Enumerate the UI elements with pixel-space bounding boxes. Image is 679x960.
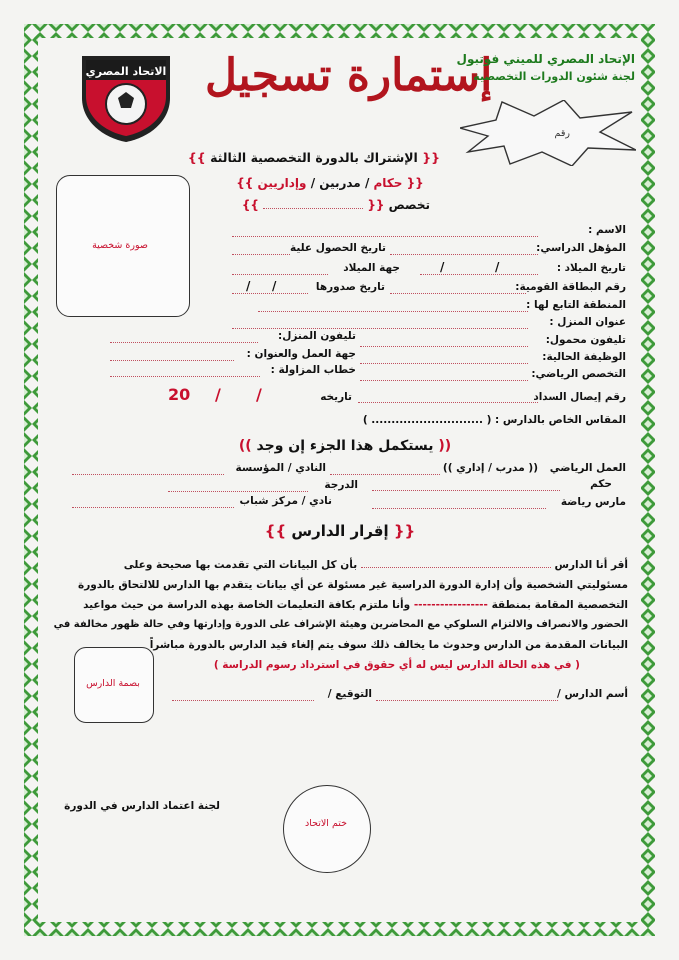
qualification-label: المؤهل الدراسي:: [536, 242, 626, 254]
referee-label: حكم: [590, 478, 612, 490]
declaration-title: {{ إقرار الدارس }}: [264, 522, 416, 540]
national-id-field[interactable]: [390, 293, 526, 294]
number-label: رقم: [554, 128, 570, 139]
current-job-label: الوظيفة الحالية:: [542, 351, 626, 363]
issue-date-label: تاريخ صدورها: [315, 281, 385, 293]
federation-seal-circle[interactable]: [283, 785, 371, 873]
mobile-field[interactable]: [360, 346, 528, 347]
grade-label: الدرجة: [324, 479, 358, 491]
declaration-note: ( في هذه الحالة الدارس ليس له أي حقوق في استرداد رسوم الدراسة ): [213, 659, 580, 671]
coach-admin-label: (( مدرب / إداري )): [442, 462, 538, 474]
student-name-field[interactable]: [376, 700, 558, 701]
sport-work-label: العمل الرياضي: [549, 462, 626, 474]
declaration-line-3: التخصصية المقامة بمنطقة ----------------- وأنا ملتزم بكافة التعليمات الخاصة بهذه الدراسة من حيث مواعيد: [83, 599, 628, 611]
grade-field[interactable]: [168, 491, 308, 492]
current-job-field[interactable]: [360, 363, 528, 364]
practice-letter-label: خطاب المزاولة :: [270, 364, 356, 376]
name-field[interactable]: [232, 236, 538, 237]
receipt-number-field[interactable]: [358, 402, 538, 403]
practiced-sport-field[interactable]: [372, 508, 546, 509]
practice-letter-field[interactable]: [110, 376, 260, 377]
student-name-label: أسم الدارس /: [556, 688, 628, 700]
declaration-line-2: مسئوليتي الشخصية وأن إدارة الدورة الدراسية غير مسئولة عن أي بيانات يتقدم بها الدارس للالتحاق بالدورة: [78, 579, 628, 591]
option-admins: وإداريين: [257, 176, 307, 190]
birth-place-field[interactable]: [232, 274, 328, 275]
address-label: عنوان المنزل :: [549, 316, 626, 328]
work-address-field[interactable]: [110, 360, 234, 361]
home-phone-field[interactable]: [110, 342, 258, 343]
receipt-number-label: رقم إيصال السداد: [533, 391, 626, 403]
seal-label: ختم الاتحاد: [304, 818, 348, 829]
birth-date-label: تاريخ الميلاد :: [556, 262, 626, 274]
federation-logo: [78, 52, 174, 144]
declaration-line-5: البيانات المقدمة من الدارس وحدوث ما يخالف ذلك سوف يتم إلغاء قيد الدارس بالدورة مباشراً: [149, 639, 628, 651]
sport-specialty-field[interactable]: [360, 380, 528, 381]
size-field[interactable]: المقاس الخاص بالدارس : ( ............................ ): [362, 414, 626, 426]
signature-field[interactable]: [172, 700, 314, 701]
option-coaches: مدربين: [319, 176, 361, 190]
birth-place-label: جهة الميلاد: [343, 262, 400, 274]
specialty-label: تخصص: [388, 198, 430, 212]
brace-close: }}: [187, 150, 206, 165]
declaration-line-4: الحضور والانصراف والالتزام السلوكي مع المحاضرين وهيئة الإشراف على الدورة وإدارتها وفي حالة ظهور مخالفة في: [53, 619, 628, 630]
optional-section-title: (( يستكمل هذا الجزء إن وجد )): [238, 438, 452, 454]
sport-specialty-label: التخصص الرياضي:: [531, 368, 626, 380]
club-field[interactable]: [72, 474, 224, 475]
category-line: {{ حكام / مدربين / وإداريين }}: [236, 176, 424, 190]
referee-field[interactable]: [372, 490, 560, 491]
registration-form-page: الاتحاد المصري إستمارة تسجيل الإتحاد المصري للميني فوتبول لجنة شئون الدورات التخصصية رقم {{ الإشتراك بالدورة التخصصية الثالثة }} {{ حكام / مدربين / وإداريين }} تخصص {{ }} صورة شخصية الاسم : المؤهل الدراسي: تاريخ الحصول علية تاريخ الميلاد : / / جهة الميلاد رقم البطاقة القومية: تاريخ صدورها / / المنطقة التابع لها : عنوان المنزل : تليفون محمول: تليفون المنزل: الوظيفة الحالية: جهة العمل والعنوان : التخصص الرياضي: خطاب المزاولة : رقم إيصال السداد تاريخه 20 / / المقاس الخاص بالدارس : ( ............................ ) (( يستكمل هذا الجزء إن وجد )) العمل الرياضي (( مدرب / إداري )) النادي / المؤسسة حكم الدرجة مارس رياضة نادي / مركز شباب {{ إقرار الدارس }} أقر أنا الدارس بأن كل البيانات التي تقدمت بها صحيحة وعلى مسئوليتي الشخصية وأن إدارة الدورة الدراسية غير مسئولة عن أي بيانات يتقدم بها الدارس للالتحاق بالدورة التخصصية المقامة بمنطقة ----------------- وأنا ملتزم بكافة التعليمات الخاصة بهذه الدراسة من حيث مواعيد الحضور والانصراف والالتزام السلوكي مع المحاضرين وهيئة الإشراف على الدورة وإدارتها وفي حالة ظهور مخالفة في البيانات المقدمة من الدارس وحدوث ما يخالف ذلك سوف يتم إلغاء قيد الدارس بالدورة مباشراً ( في هذه الحالة الدارس ليس له أي حقوق في استرداد رسوم الدراسة ) بصمة الدارس أسم الدارس / التوقيع / ختم الاتحاد لجنة اعتماد الدارس في الدورة: [0, 0, 679, 960]
qualification-field[interactable]: [390, 254, 538, 255]
form-title: إستمارة تسجيل: [205, 50, 493, 101]
sport-work-field[interactable]: [330, 474, 440, 475]
committee-approval-label: لجنة اعتماد الدارس في الدورة: [64, 800, 220, 812]
qualification-date-label: تاريخ الحصول علية: [289, 242, 386, 254]
club-label: النادي / المؤسسة: [235, 462, 326, 474]
address-field[interactable]: [232, 328, 528, 329]
committee-name: لجنة شئون الدورات التخصصية: [473, 70, 635, 83]
name-label: الاسم :: [588, 224, 626, 236]
specialty-line: تخصص {{ }}: [241, 198, 430, 212]
club-center-field[interactable]: [72, 507, 234, 508]
home-phone-label: تليفون المنزل:: [278, 330, 356, 342]
qualification-date-field[interactable]: [232, 254, 290, 255]
federation-name: الإتحاد المصري للميني فوتبول: [456, 52, 635, 66]
mobile-label: تليفون محمول:: [545, 334, 626, 346]
brace-open: {{: [422, 150, 440, 165]
photo-label: صورة شخصية: [92, 240, 148, 251]
thumbprint-label: بصمة الدارس: [86, 678, 140, 689]
subscription-line: [187, 150, 440, 165]
course-name: الإشتراك بالدورة التخصصية الثالثة: [210, 150, 418, 165]
work-address-label: جهة العمل والعنوان :: [246, 348, 356, 360]
practiced-sport-label: مارس رياضة: [560, 496, 626, 508]
logo-text: الاتحاد المصري: [85, 65, 167, 78]
signature-label: التوقيع /: [327, 688, 372, 700]
region-label: المنطقة التابع لها :: [526, 299, 626, 311]
declaration-line-1: أقر أنا الدارس بأن كل البيانات التي تقدمت بها صحيحة وعلى: [123, 559, 628, 571]
region-field[interactable]: [258, 311, 528, 312]
year-prefix: 20: [168, 385, 191, 404]
club-center-label: نادي / مركز شباب: [239, 495, 332, 507]
option-referees: حكام: [373, 176, 403, 190]
issue-date-field[interactable]: [232, 293, 308, 294]
receipt-date-label: تاريخه: [320, 391, 352, 403]
national-id-label: رقم البطاقة القومية:: [515, 281, 626, 293]
birth-date-field[interactable]: [420, 274, 538, 275]
